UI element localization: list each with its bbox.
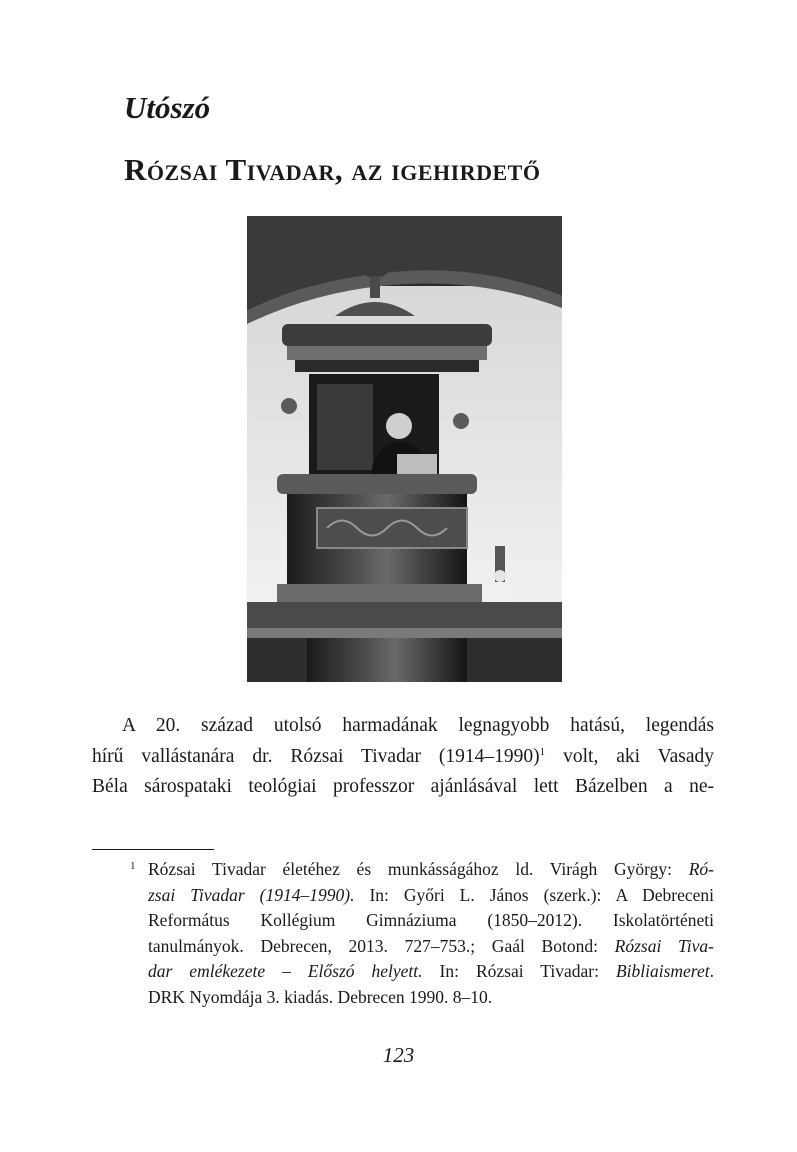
body-line: [92, 742, 714, 773]
chapter-title: Rózsai Tivadar, az igehirdető: [124, 152, 541, 187]
body-paragraph: [92, 711, 714, 803]
body-line: A 20. század utolsó harmadának legnagyobb hatású, legendás: [122, 715, 714, 736]
footnote-line: [148, 959, 714, 985]
body-line: Béla sárospataki teológiai professzor ajánlásával lett Bázelben a ne-: [92, 776, 714, 797]
footnote-italic: Bibliaismeret: [615, 961, 710, 981]
pulpit-photo: [247, 216, 562, 682]
page-number: 123: [382, 1043, 415, 1067]
footnote-line: Református Kollégium Gimnáziuma (1850–2012). Iskolatörténeti: [148, 910, 714, 930]
footnote-ref: 1: [539, 745, 546, 758]
footnote-segment: In: Rózsai Tivadar:: [422, 961, 616, 981]
footnote-italic: Rózsai Tiva-: [614, 935, 715, 956]
footnote-line: DRK Nyomdája 3. kiadás. Debrecen 1990. 8–10.: [148, 986, 493, 1007]
footnote: [130, 857, 715, 1010]
footnote-segment: tanulmányok. Debrecen, 2013. 727–753.; Gaál Botond:: [148, 935, 615, 956]
body-text-segment: hírű vallástanára dr. Rózsai Tivadar (1914–1990): [92, 745, 540, 767]
footnote-segment: .: [709, 961, 714, 981]
section-heading: Utószó: [124, 90, 211, 125]
footnote-italic: zsai Tivadar (1914–1990).: [148, 884, 355, 905]
footnote-line: [148, 857, 714, 883]
footnote-italic: dar emlékezete – Előszó helyett.: [148, 961, 423, 981]
footnote-line: [148, 883, 714, 909]
footnote-separator: [92, 849, 214, 850]
footnote-italic: Ró-: [688, 859, 714, 879]
footnote-number: 1: [130, 860, 136, 872]
footnote-line: [148, 934, 714, 960]
body-text-segment: volt, aki Vasady: [545, 745, 714, 767]
footnote-segment: In: Győri L. János (szerk.): A Debreceni: [354, 884, 714, 905]
footnote-segment: Rózsai Tivadar életéhez és munkásságához ld. Virágh György:: [148, 859, 689, 879]
